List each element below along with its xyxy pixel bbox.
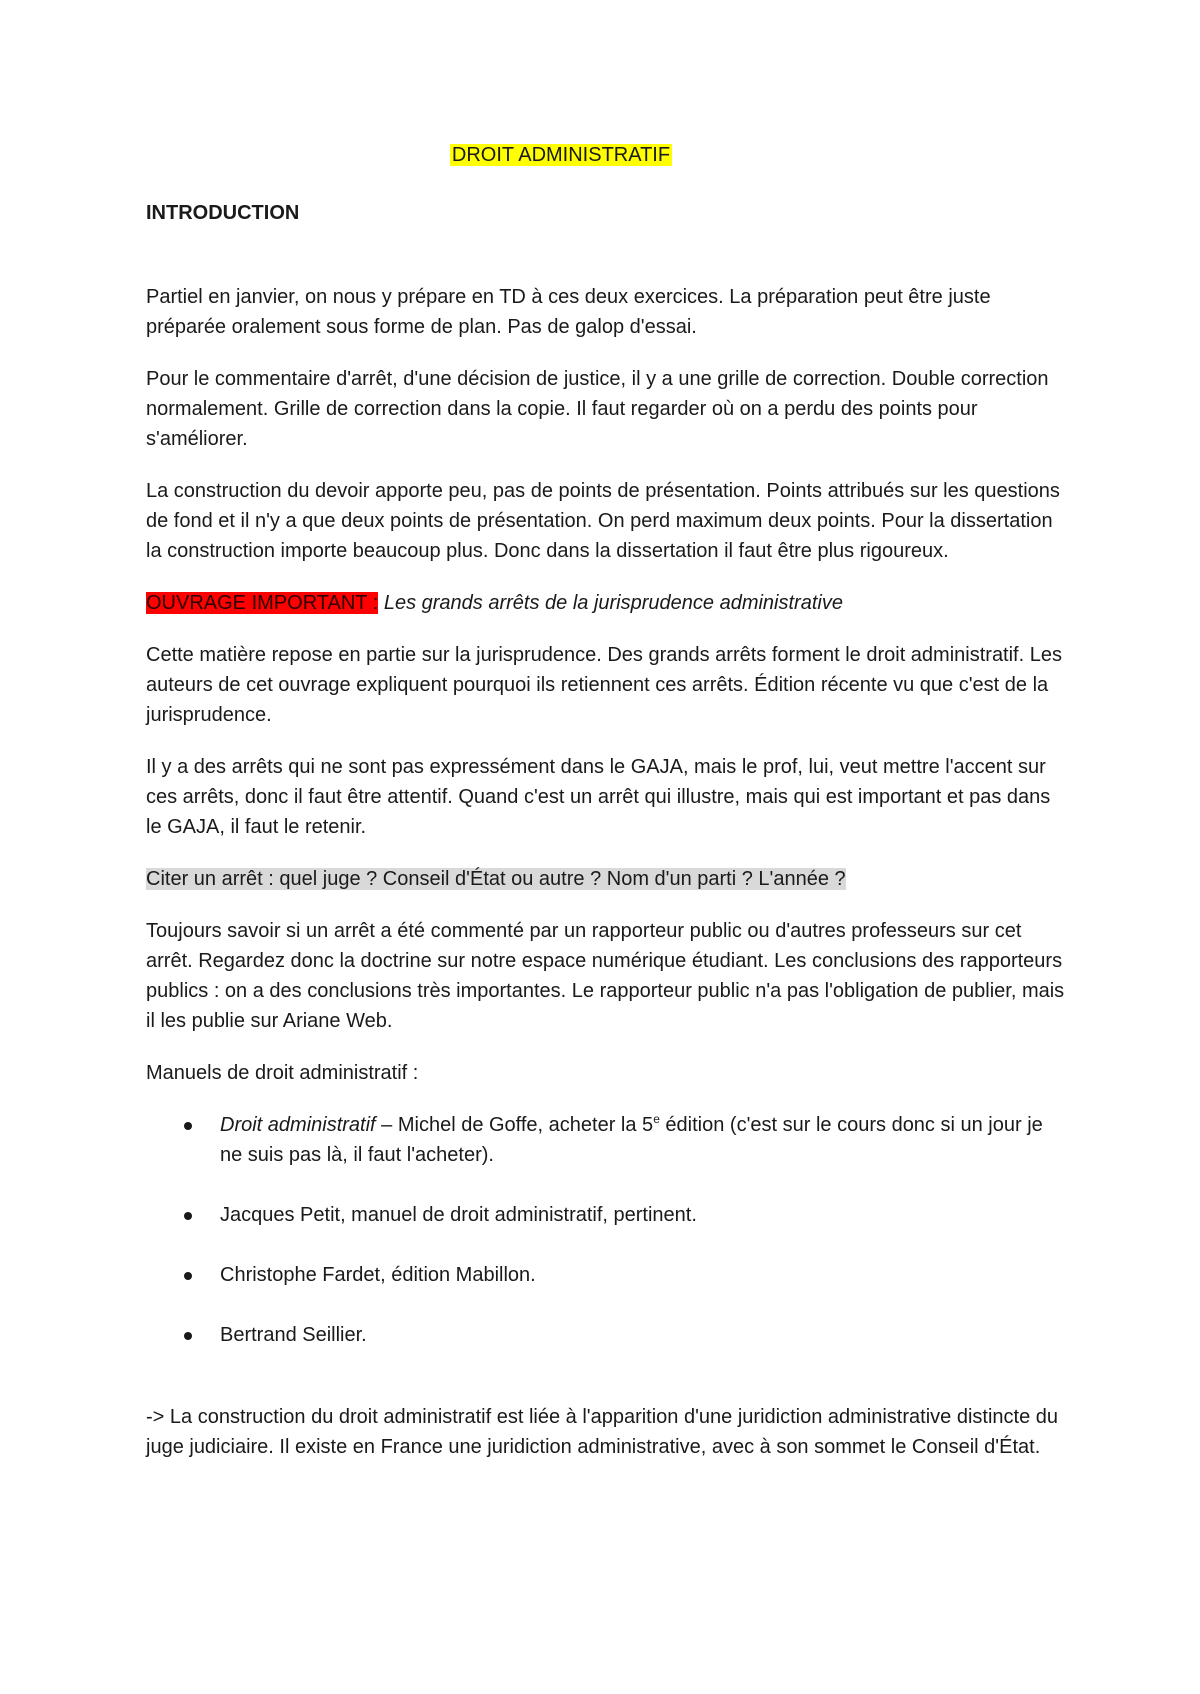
document-page	[146, 140, 1066, 1462]
paragraph-conclusion: -> La construction du droit administratif est liée à l'apparition d'une juridiction administrative distincte du juge judiciaire. Il existe en France une juridiction administrative, avec à son sommet le Conseil d'État.	[146, 1406, 1059, 1458]
bullet-icon	[184, 1332, 192, 1340]
paragraph-gaja: Il y a des arrêts qui ne sont pas expressément dans le GAJA, mais le prof, lui, veut mettre l'accent sur ces arrêts, donc il faut être attentif. Quand c'est un arrêt qui illustre, mais qui est important et pas dans le GAJA, il faut le retenir.	[146, 756, 1051, 838]
bullet-icon	[184, 1212, 192, 1220]
ouvrage-label: OUVRAGE IMPORTANT :	[146, 592, 379, 614]
book-text-cont: édition (c'est sur le cours donc si un jour je ne suis pas là, il faut l'acheter).	[220, 1114, 1043, 1166]
paragraph-jurisprudence: Cette matière repose en partie sur la jurisprudence. Des grands arrêts forment le droit administratif. Les auteurs de cet ouvrage expliquent pourquoi ils retiennent ces arrêts. Édition récente vu que c'est de la jurisprudence.	[146, 644, 1062, 726]
bullet-icon	[184, 1272, 192, 1280]
list-item	[220, 1110, 1066, 1170]
book-text: Christophe Fardet, édition Mabillon.	[220, 1264, 536, 1286]
books-list	[146, 1110, 1066, 1350]
title-line	[146, 140, 976, 178]
section-heading: INTRODUCTION	[146, 202, 300, 224]
paragraph-commentaire: Pour le commentaire d'arrêt, d'une décision de justice, il y a une grille de correction. Double correction normalement. Grille de correction dans la copie. Il faut regarder où on a perdu des points pour s'améliorer.	[146, 368, 1049, 450]
book-title: Droit administratif	[220, 1114, 376, 1136]
manuels-heading: Manuels de droit administratif :	[146, 1062, 419, 1084]
citer-line	[146, 864, 1066, 894]
ouvrage-line	[146, 588, 1066, 618]
document-title: DROIT ADMINISTRATIF	[451, 144, 671, 166]
bullet-icon	[184, 1122, 192, 1130]
paragraph-rapporteur: Toujours savoir si un arrêt a été commenté par un rapporteur public ou d'autres professeurs sur cet arrêt. Regardez donc la doctrine sur notre espace numérique étudiant. Les conclusions des rapporteurs publics : on a des conclusions très importantes. Le rapporteur public n'a pas l'obligation de publier, mais il les publie sur Ariane Web.	[146, 920, 1065, 1032]
book-text: – Michel de Goffe, acheter la 5	[375, 1114, 654, 1136]
superscript: e	[653, 1112, 660, 1126]
book-text: Bertrand Seillier.	[220, 1324, 367, 1346]
ouvrage-book-title: Les grands arrêts de la jurisprudence administrative	[383, 592, 843, 614]
list-item	[220, 1200, 1066, 1230]
paragraph-construction: La construction du devoir apporte peu, pas de points de présentation. Points attribués sur les questions de fond et il n'y a que deux points de présentation. On perd maximum deux points. Pour la dissertation la construction importe beaucoup plus. Donc dans la dissertation il faut être plus rigoureux.	[146, 480, 1060, 562]
list-item	[220, 1320, 1066, 1350]
book-text: Jacques Petit, manuel de droit administratif, pertinent.	[220, 1204, 697, 1226]
list-item	[220, 1260, 1066, 1290]
paragraph-partiel: Partiel en janvier, on nous y prépare en TD à ces deux exercices. La préparation peut être juste préparée oralement sous forme de plan. Pas de galop d'essai.	[146, 286, 991, 338]
citer-text: Citer un arrêt : quel juge ? Conseil d'État ou autre ? Nom d'un parti ? L'année ?	[146, 868, 846, 890]
